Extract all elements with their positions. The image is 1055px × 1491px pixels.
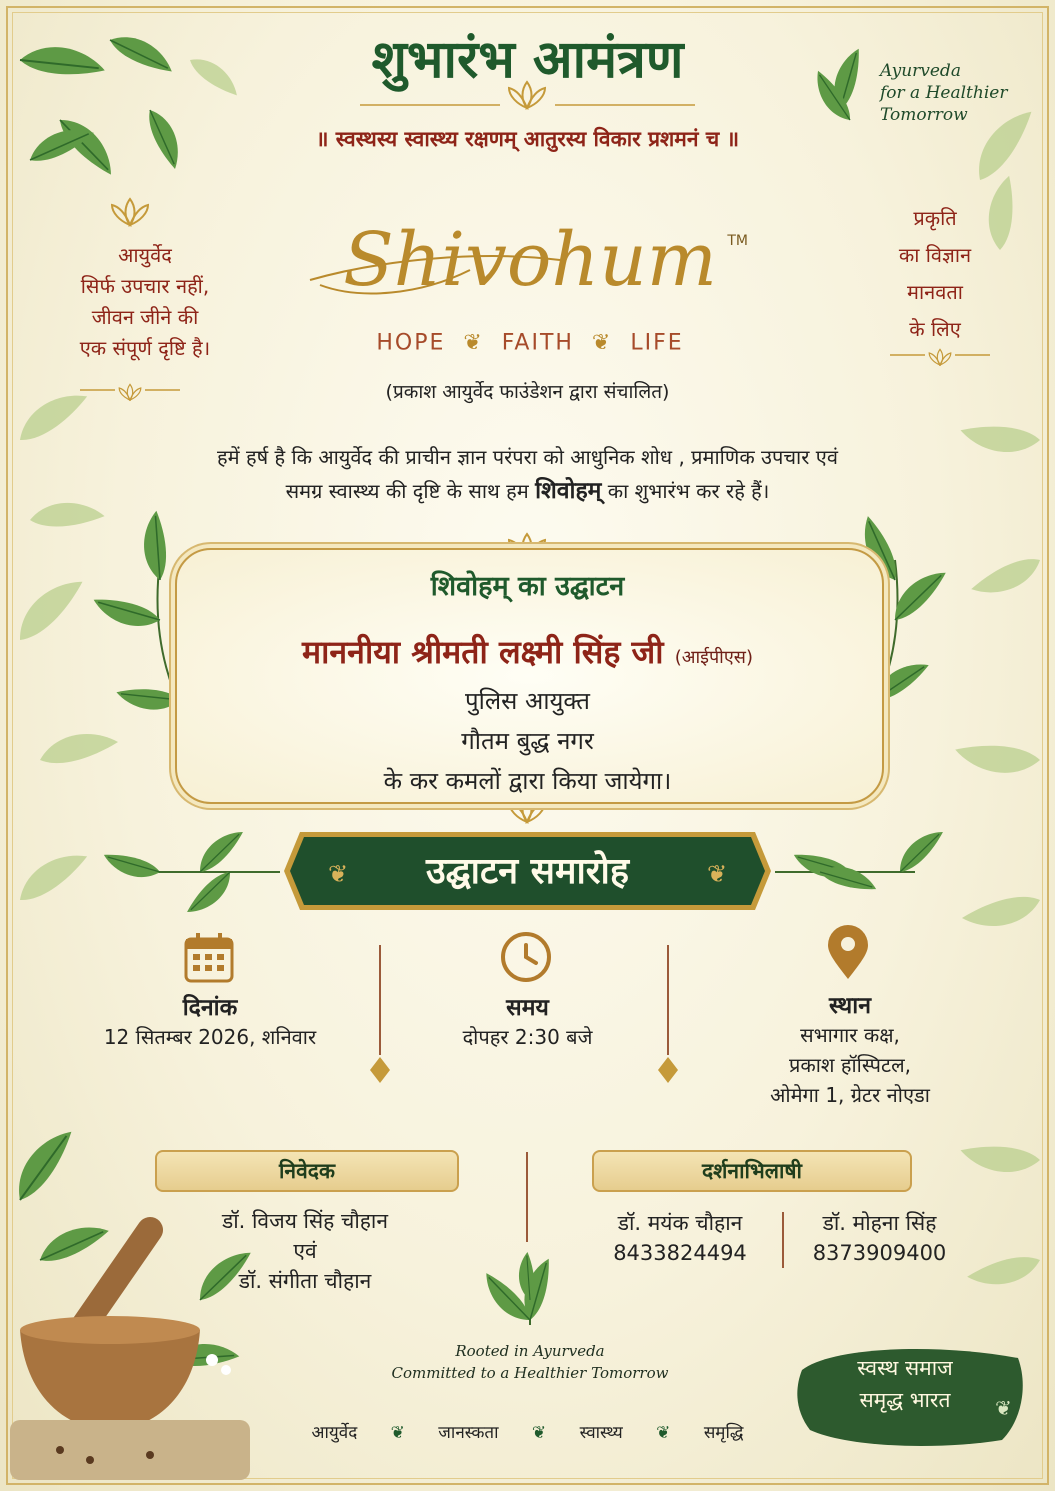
intro-text: का शुभारंभ कर रहे हैं। (607, 479, 770, 503)
hopefuls-pill: दर्शनाभिलाषी (592, 1150, 912, 1192)
footer-value: आयुर्वेद (311, 1423, 358, 1443)
chief-guest-name: माननीया श्रीमती लक्ष्मी सिंह जी (302, 633, 664, 671)
footer-english (380, 1340, 680, 1384)
date-value: 12 सितम्बर 2026, शनिवार (103, 1025, 317, 1049)
footer-value: जानस्कता (438, 1423, 499, 1443)
sanskrit-shloka: ॥ स्वस्थस्य स्वास्थ्य रक्षणम् आतुरस्य विकार प्रशमनं च ॥ (315, 127, 740, 151)
date-title: दिनांक (182, 995, 238, 1021)
venue-block (700, 988, 1000, 1110)
tagline-line: for a Healthier (880, 83, 1008, 103)
hopeful-person-1 (590, 1208, 770, 1268)
lotus-ornament-left (112, 199, 148, 225)
intro-brand-name: शिवोहम् (535, 478, 602, 504)
left-side-quote (40, 240, 250, 364)
inauguration-closing: के कर कमलों द्वारा किया जायेगा। (383, 767, 672, 795)
footer-values (0, 1420, 1055, 1443)
location-pin-icon (828, 925, 868, 979)
leaf-separator-icon: ❦ (390, 1423, 405, 1443)
intro-text: समग्र स्वास्थ्य की दृष्टि के साथ हम (285, 479, 529, 503)
calendar-icon (186, 933, 232, 981)
leaf-sprig-banner-right (775, 827, 951, 903)
date-block (60, 990, 360, 1052)
footer-english-line: Rooted in Ayurveda (455, 1342, 605, 1360)
hosts-pill: निवेदक (155, 1150, 459, 1192)
venue-title: स्थान (829, 993, 871, 1019)
inauguration-heading: शिवोहम् का उद्घाटन (430, 571, 625, 602)
footer-value: स्वास्थ्य (579, 1423, 623, 1443)
venue-line: प्रकाश हॉस्पिटल, (789, 1053, 911, 1077)
hopeful-phone: 8433824494 (613, 1241, 747, 1265)
swasth-badge-text (800, 1352, 1010, 1416)
leaf-separator-icon: ❦ (656, 1423, 671, 1443)
hopeful-person-2 (792, 1208, 967, 1268)
tagline-hope: HOPE (376, 330, 446, 356)
hopeful-name: डॉ. मोहना सिंह (822, 1211, 937, 1235)
trademark-mark: TM (727, 233, 748, 249)
operated-by: (प्रकाश आयुर्वेद फाउंडेशन द्वारा संचालित) (385, 381, 670, 403)
time-title: समय (506, 995, 549, 1021)
quote-line: एक संपूर्ण दृष्टि है। (79, 336, 211, 360)
footer-english-line: Committed to a Healthier Tomorrow (391, 1364, 669, 1382)
quote-line: सिर्फ उपचार नहीं, (80, 274, 210, 298)
right-side-quote (860, 200, 1010, 348)
svg-text:❦: ❦ (706, 860, 728, 888)
svg-text:❦: ❦ (995, 1396, 1012, 1420)
ceremony-banner-label: उद्घाटन समारोह (426, 851, 629, 892)
english-tagline-top-right (880, 60, 1050, 126)
divider-right (658, 945, 678, 1083)
shivohum-logo (300, 190, 760, 330)
hopefuls-divider (782, 1212, 784, 1268)
host-conjunction: एवं (293, 1239, 317, 1263)
quote-line: आयुर्वेद (118, 243, 172, 267)
page-title: शुभारंभ आमंत्रण (371, 29, 684, 90)
tagline-line: Tomorrow (880, 105, 968, 125)
tagline-faith: FAITH (501, 330, 574, 356)
host-name: डॉ. संगीता चौहान (238, 1269, 372, 1293)
intro-line: हमें हर्ष है कि आयुर्वेद की प्राचीन ज्ञान परंपरा को आधुनिक शोध , प्रमाणिक उपचार एवं (217, 445, 838, 469)
brand-tagline (340, 330, 720, 356)
tagline-life: LIFE (630, 330, 684, 356)
leaf-sprig-footer-center (481, 1251, 564, 1330)
footer-value: समृद्धि (703, 1423, 744, 1443)
venue-line: सभागार कक्ष, (800, 1023, 900, 1047)
quote-line: का विज्ञान (898, 243, 972, 267)
leaf-sprig-banner-left (101, 827, 280, 917)
time-value: दोपहर 2:30 बजे (462, 1025, 593, 1049)
hopeful-name: डॉ. मयंक चौहान (617, 1211, 743, 1235)
clock-icon (503, 934, 549, 980)
svg-text:❦: ❦ (327, 860, 349, 888)
divider-left (370, 945, 390, 1083)
chief-guest-district: गौतम बुद्ध नगर (461, 727, 594, 755)
leaf-separator-icon: ❦ (454, 330, 493, 356)
tagline-line: Ayurveda (880, 61, 961, 81)
intro-paragraph (80, 440, 975, 508)
hosts-list (130, 1206, 480, 1296)
chief-guest (175, 630, 880, 673)
time-block (400, 990, 655, 1052)
leaf-cluster-right-bottom (958, 1130, 1041, 1284)
leaf-separator-icon: ❦ (531, 1423, 547, 1443)
badge-line: समृद्ध भारत (859, 1388, 951, 1412)
intro-line (80, 474, 975, 508)
quote-line: मानवता (907, 280, 963, 304)
hosts-divider (526, 1152, 528, 1242)
leaf-separator-icon: ❦ (582, 330, 622, 356)
quote-line: के लिए (909, 317, 961, 341)
chief-guest-suffix: (आईपीएस) (674, 647, 753, 668)
venue-line: ओमेगा 1, ग्रेटर नोएडा (770, 1083, 930, 1107)
quote-line: प्रकृति (913, 206, 957, 230)
logo-text: Shivohum (343, 217, 717, 303)
hopeful-phone: 8373909400 (812, 1241, 947, 1265)
chief-guest-designation: पुलिस आयुक्त (465, 687, 590, 715)
quote-line: जीवन जीने की (91, 305, 199, 329)
badge-line: स्वस्थ समाज (857, 1356, 953, 1380)
host-name: डॉ. विजय सिंह चौहान (221, 1209, 389, 1233)
